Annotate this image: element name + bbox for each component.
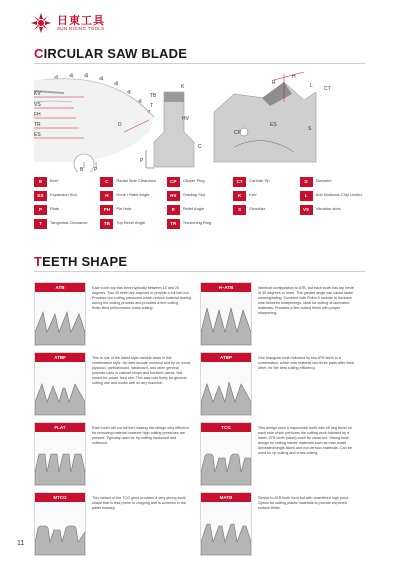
- svg-text:FH: FH: [34, 112, 41, 118]
- tooth-description: One triangular tooth followed by two ATB teeth in a combination; which cuts material into three parts after each other, for the best cutting efficiency.: [258, 356, 355, 370]
- tooth-profile-icon: [35, 362, 85, 415]
- svg-text:C: C: [198, 144, 202, 150]
- tooth-name: ATBP: [201, 353, 251, 362]
- legend-code: L: [300, 191, 313, 201]
- legend-label: Kerf: [249, 192, 257, 198]
- tooth-shape-card: [200, 282, 366, 346]
- tooth-description: This design uses a trapezoidal tooth with 45 deg bevel on each side which performs the cutting work followed by a lower, 0TB tooth (raker) tooth for clean-out. Strong tooth design for cutting harder materials such as man-made laminated/single-faced and non-ferrous materials. Can be used for rip cutting and cross cutting.: [258, 426, 352, 455]
- legend-item: [300, 190, 366, 201]
- legend-code: ES: [34, 191, 47, 201]
- tooth-name: TCG: [201, 423, 251, 432]
- tooth-shape-card: [34, 422, 200, 486]
- tooth-profile-icon: [35, 292, 85, 345]
- logo-icon: [30, 12, 52, 34]
- svg-text:H: H: [292, 74, 296, 80]
- legend-item: [233, 190, 299, 201]
- blade-diagram: [34, 72, 366, 172]
- tooth-shape-card: [200, 422, 366, 486]
- brand-header: [30, 12, 105, 34]
- svg-text:B: B: [80, 167, 84, 172]
- legend-code: P: [34, 205, 47, 215]
- tooth-image-box: [34, 352, 86, 416]
- legend-row: [34, 218, 366, 229]
- tooth-profile-icon: [201, 362, 251, 415]
- svg-text:S: S: [308, 126, 312, 132]
- teeth-row: [34, 422, 366, 486]
- tooth-image-box: [200, 352, 252, 416]
- tooth-image-box: [200, 282, 252, 346]
- parts-legend: [34, 176, 366, 232]
- tooth-description: Identical configuration to ATB, but each tooth has top bevel of 30 degrees or more. The greater angle can cause faster wearing/falling. Combine with Rhino 5 carbide to increase time between sharpenings. Ideal for cutting of laminated materials. Provides a fine cutting finish with proper sharpening.: [258, 286, 355, 315]
- legend-label: Shoulder: [249, 206, 266, 212]
- tooth-description: Each tooth will cut full kerf making this design very effective for removing material however high cutting pressures are present. Typically used for rip cutting hardwood and softwood.: [92, 426, 189, 445]
- brand-name-cn: 日東工具: [57, 13, 105, 27]
- tooth-name: MATB: [201, 493, 251, 502]
- tooth-profile-icon: [201, 292, 251, 345]
- svg-text:P: P: [94, 167, 98, 172]
- legend-label: Radial Side Clearance: [116, 178, 157, 184]
- legend-item: [34, 204, 100, 215]
- tooth-shape-card: [200, 492, 366, 556]
- brand-name-en: SUN RISING TOOLS: [57, 25, 105, 31]
- legend-item: [100, 204, 166, 215]
- legend-label: Anti Kickback Chip Limiter: [315, 192, 363, 198]
- legend-code: H: [100, 191, 113, 201]
- legend-label: Tangential Clearance: [50, 220, 88, 226]
- tooth-profile-icon: [35, 432, 85, 485]
- teeth-shape-grid: [34, 282, 366, 562]
- legend-item: [167, 204, 233, 215]
- legend-code: PH: [100, 205, 113, 215]
- svg-text:TB: TB: [150, 93, 157, 99]
- legend-label: Relief Angle: [182, 206, 205, 212]
- legend-code: VS: [300, 205, 313, 215]
- legend-item: [233, 176, 299, 187]
- legend-label: Hook / Rake Angle: [116, 192, 150, 198]
- legend-code: B: [34, 177, 47, 187]
- svg-text:ES: ES: [34, 132, 41, 138]
- legend-label: Carbide Tip: [249, 178, 270, 184]
- svg-text:TR: TR: [34, 122, 41, 128]
- tooth-image-box: [200, 492, 252, 556]
- svg-text:D: D: [118, 122, 122, 128]
- legend-item: [167, 218, 233, 229]
- title-divider: [34, 271, 366, 272]
- section-title-teeth: TEETH SHAPE: [34, 254, 128, 269]
- tooth-image-box: [200, 422, 252, 486]
- legend-item: [167, 190, 233, 201]
- tooth-description: Similar to ATB tooth form but with chamfered high point. Option for cutting plastic materials to provide improved surface finish.: [258, 496, 349, 510]
- legend-code: CT: [233, 177, 246, 187]
- legend-code: CP: [167, 177, 180, 187]
- legend-item: [300, 176, 366, 187]
- teeth-row: [34, 282, 366, 346]
- teeth-row: [34, 492, 366, 556]
- tooth-name: FLAT: [35, 423, 85, 432]
- svg-text:VS: VS: [34, 102, 41, 108]
- svg-text:ES: ES: [270, 122, 277, 128]
- legend-code: K: [233, 191, 246, 201]
- tooth-description: This is one of the latest style carbide saws in five combination style. Its uses include crosscut and rip on wood, plywood, particleboard, hardboard, and other general purpose uses in cabinet shops and furniture plants. Not meant for power feed use. This saw cuts finely for general cutting use and works well on any machine.: [92, 356, 191, 385]
- legend-code: T: [34, 219, 47, 229]
- teeth-row: [34, 352, 366, 416]
- legend-item: [34, 218, 100, 229]
- tooth-description: Each tooth top has bevel typically between 10 and 20 degrees. Two 20 teeth are required to provide a full kerf cut. Provides low cutting pressures which reduce material tearing during the cutting process and provides a fine cutting finish.Best performance cross cutting.: [92, 286, 192, 310]
- title-divider: [34, 63, 366, 64]
- legend-row: [34, 190, 366, 201]
- tooth-shape-card: [200, 352, 366, 416]
- svg-text:R: R: [272, 80, 276, 86]
- legend-row: [34, 204, 366, 215]
- legend-item: [167, 176, 233, 187]
- legend-item: [233, 204, 299, 215]
- tooth-shape-card: [34, 492, 200, 556]
- page-number: 11: [17, 540, 25, 547]
- tooth-image-box: [34, 422, 86, 486]
- legend-row: [34, 176, 366, 187]
- tooth-profile-icon: [35, 502, 85, 555]
- svg-text:L: L: [310, 83, 313, 89]
- legend-code: TR: [167, 219, 180, 229]
- legend-label: Clipper Plug: [182, 178, 205, 184]
- legend-item: [300, 204, 366, 215]
- svg-text:T: T: [150, 103, 154, 109]
- tooth-name: H–ATB: [201, 283, 251, 292]
- legend-label: Vibration slots: [315, 206, 341, 212]
- legend-item: [34, 176, 100, 187]
- legend-label: Diameter: [315, 178, 332, 184]
- legend-code: HV: [167, 191, 180, 201]
- legend-label: Plate: [50, 206, 60, 212]
- svg-text:CP: CP: [234, 130, 241, 136]
- svg-text:CT: CT: [324, 86, 331, 92]
- tooth-image-box: [34, 492, 86, 556]
- svg-text:K: K: [181, 84, 185, 90]
- svg-text:HV: HV: [182, 116, 189, 122]
- tooth-shape-card: [34, 282, 200, 346]
- tooth-shape-card: [34, 352, 200, 416]
- tooth-name: MTCG: [35, 493, 85, 502]
- legend-label: Expansion Slot: [50, 192, 77, 198]
- tooth-name: ATBF: [35, 353, 85, 362]
- legend-code: R: [167, 205, 180, 215]
- legend-item: [100, 176, 166, 187]
- legend-item: [100, 190, 166, 201]
- legend-code: D: [300, 177, 313, 187]
- legend-code: TB: [100, 219, 113, 229]
- section-title-blade: CIRCULAR SAW BLADE: [34, 46, 188, 61]
- tooth-description: This variant of the TCG grind provides a very strong tooth shape that is less prone to chipping and is common in the pallet industry.: [92, 496, 186, 510]
- svg-text:KV: KV: [34, 91, 41, 97]
- svg-text:P: P: [140, 158, 144, 164]
- tooth-profile-icon: [201, 502, 251, 555]
- legend-code: S: [233, 205, 246, 215]
- tooth-name: ATB: [35, 283, 85, 292]
- legend-code: C: [100, 177, 113, 187]
- legend-label: Grading Slot: [182, 192, 206, 198]
- tooth-image-box: [34, 282, 86, 346]
- legend-label: Bore: [50, 178, 59, 184]
- legend-item: [100, 218, 166, 229]
- legend-label: Tensioning Ring: [182, 220, 212, 226]
- tooth-profile-icon: [201, 432, 251, 485]
- legend-label: Pin Hole: [116, 206, 132, 212]
- legend-label: Top Bevel Angle: [116, 220, 146, 226]
- legend-item: [34, 190, 100, 201]
